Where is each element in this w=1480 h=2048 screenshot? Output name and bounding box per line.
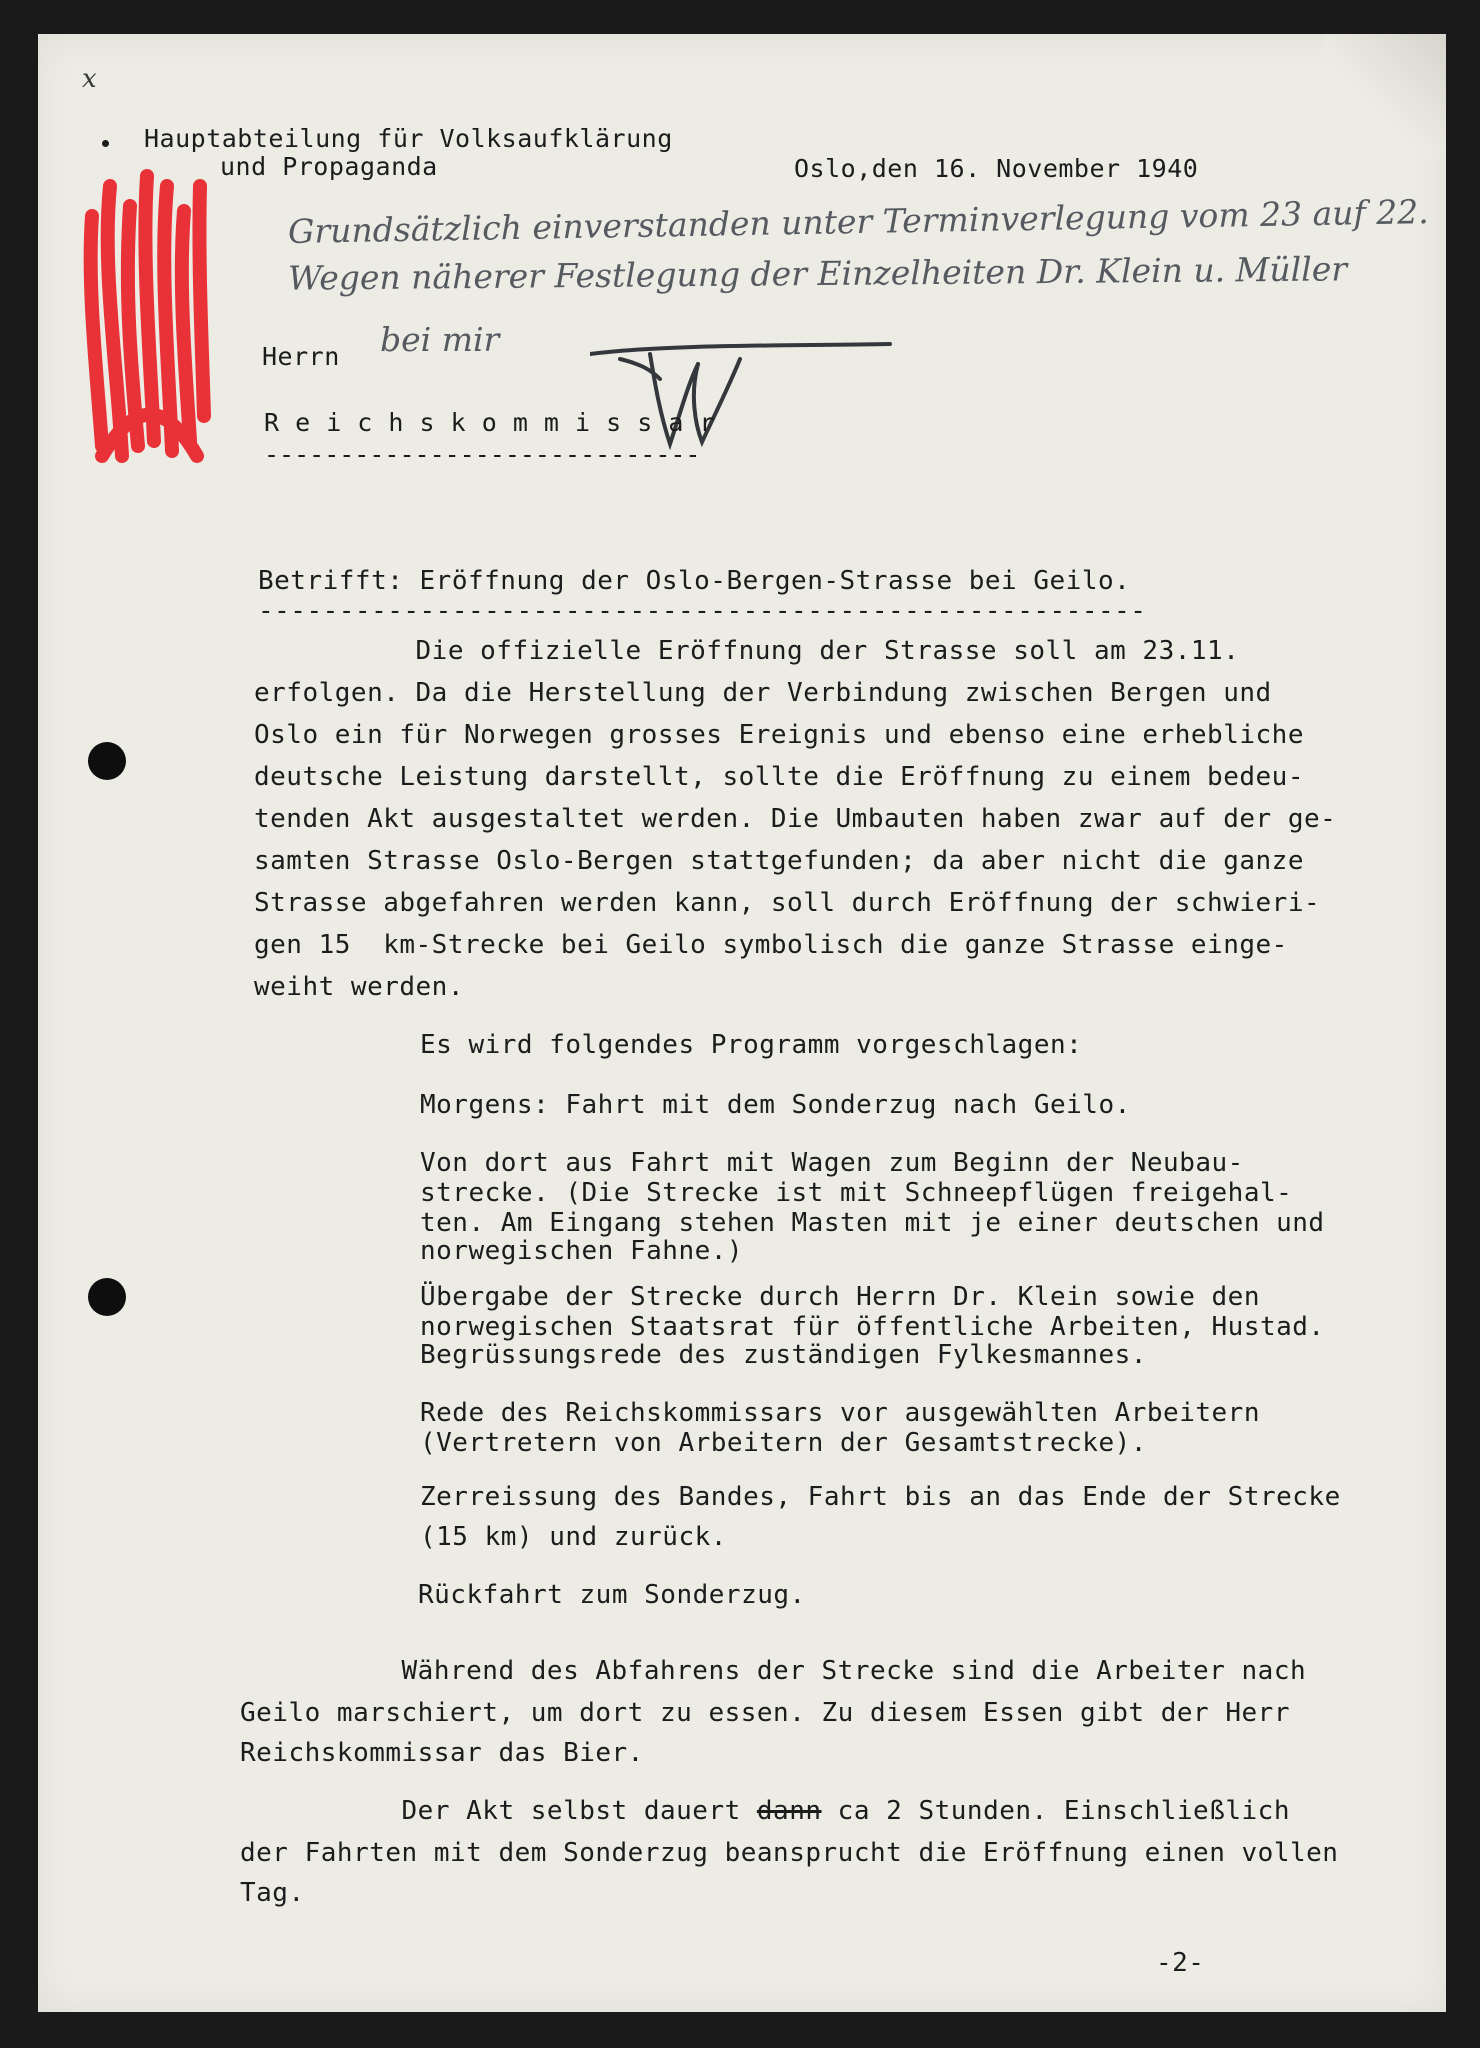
handwritten-note-line-3: bei mir: [380, 320, 500, 359]
para1-line: Strasse abgefahren werden kann, soll durch Eröffnung der schwieri-: [254, 888, 1321, 918]
handwritten-note-line-1: Grundsätzlich einverstanden unter Terminverlegung vom 23 auf 22.: [287, 192, 1430, 251]
program-line: (Vertretern von Arbeitern der Gesamtstrecke).: [420, 1428, 1147, 1458]
place-date: Oslo,den 16. November 1940: [794, 154, 1199, 183]
addressee-title: R e i c h s k o m m i s s a r: [264, 408, 715, 437]
para3-text-after: ca 2 Stunden. Einschließlich: [821, 1796, 1290, 1826]
para3-line: [240, 1796, 1290, 1826]
subject-rule: -------------------------------------------------------: [258, 596, 1147, 626]
program-line: norwegischen Staatsrat für öffentliche Arbeiten, Hustad.: [420, 1312, 1325, 1342]
program-line: Begrüssungsrede des zuständigen Fylkesmannes.: [420, 1340, 1147, 1370]
program-item-5: Rückfahrt zum Sonderzug.: [418, 1580, 806, 1610]
para1-line: erfolgen. Da die Herstellung der Verbindung zwischen Bergen und: [254, 678, 1272, 708]
department-line-1: Hauptabteilung für Volksaufklärung: [144, 124, 673, 153]
program-line: norwegischen Fahne.): [420, 1236, 744, 1266]
program-line: Übergabe der Strecke durch Herrn Dr. Klein sowie den: [420, 1282, 1260, 1312]
program-line: strecke. (Die Strecke ist mit Schneepflügen freigehal-: [420, 1178, 1293, 1208]
program-line: Zerreissung des Bandes, Fahrt bis an das Ende der Strecke: [420, 1482, 1341, 1512]
bullet-dot: [102, 140, 109, 147]
para1-line: samten Strasse Oslo-Bergen stattgefunden; da aber nicht die ganze: [254, 846, 1304, 876]
page-marker: -2-: [1156, 1948, 1205, 1978]
handwritten-note-line-2: Wegen näherer Festlegung der Einzelheiten Dr. Klein u. Müller: [287, 249, 1348, 298]
program-line: Von dort aus Fahrt mit Wagen zum Beginn der Neubau-: [420, 1148, 1244, 1178]
para1-line: Oslo ein für Norwegen grosses Ereignis und ebenso eine erhebliche: [254, 720, 1304, 750]
para2-line: Reichskommissar das Bier.: [240, 1738, 644, 1768]
para3-text-before: Der Akt selbst dauert: [240, 1796, 757, 1826]
program-line: ten. Am Eingang stehen Masten mit je einer deutschen und: [420, 1208, 1325, 1238]
para3-line: Tag.: [240, 1878, 305, 1908]
para1-line: Die offizielle Eröffnung der Strasse soll am 23.11.: [254, 636, 1240, 666]
program-line: Rede des Reichskommissars vor ausgewählten Arbeitern: [420, 1398, 1260, 1428]
para1-line: gen 15 km-Strecke bei Geilo symbolisch die ganze Strasse einge-: [254, 930, 1288, 960]
salutation: Herrn: [262, 342, 340, 371]
punch-hole-top: [88, 742, 126, 780]
para2-line: Während des Abfahrens der Strecke sind die Arbeiter nach: [240, 1656, 1307, 1686]
program-intro: Es wird folgendes Programm vorgeschlagen:: [420, 1030, 1083, 1060]
para1-line: deutsche Leistung darstellt, sollte die Eröffnung zu einem bedeu-: [254, 762, 1304, 792]
program-line: (15 km) und zurück.: [420, 1522, 727, 1552]
program-morning: Morgens: Fahrt mit dem Sonderzug nach Geilo.: [420, 1090, 1131, 1120]
subject-line: Betrifft: Eröffnung der Oslo-Bergen-Strasse bei Geilo.: [258, 566, 1131, 596]
struck-word: dann: [756, 1796, 822, 1826]
red-pencil-mark-icon: [72, 156, 222, 466]
document-page: [38, 34, 1446, 2012]
para1-line: tenden Akt ausgestaltet werden. Die Umbauten haben zwar auf der ge-: [254, 804, 1337, 834]
para1-line: weiht werden.: [254, 972, 464, 1002]
para3-line: der Fahrten mit dem Sonderzug beansprucht die Eröffnung einen vollen: [240, 1838, 1339, 1868]
corner-mark: x: [82, 64, 97, 94]
department-line-2: und Propaganda: [220, 152, 438, 181]
page-fold: [1326, 34, 1446, 154]
para2-line: Geilo marschiert, um dort zu essen. Zu diesem Essen gibt der Herr: [240, 1698, 1290, 1728]
addressee-rule: -----------------------------: [264, 440, 701, 469]
punch-hole-bottom: [88, 1278, 126, 1316]
